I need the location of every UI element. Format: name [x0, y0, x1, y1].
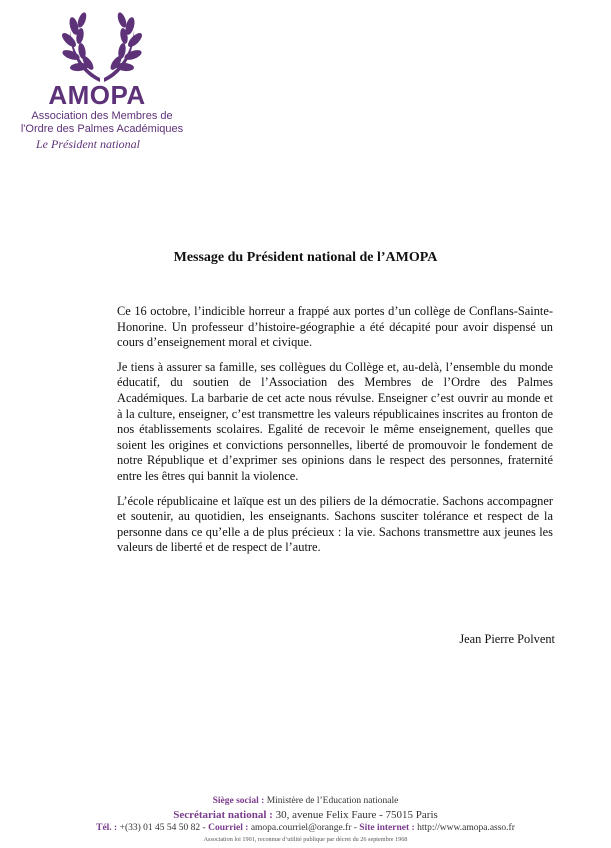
signature: Jean Pierre Polvent	[459, 632, 555, 646]
paragraph: Je tiens à assurer sa famille, ses collègues du Collège et, au-delà, l’ensemble du monde éducatif, du soutien de l’Association des Membres de l’Ordre des Palmes Académiques. La barbarie de cet acte nous révulse. Enseigner c’est ouvrir au monde et à la culture, enseigner, c’est transmettre les valeurs républicaines inscrites au fronton de nos établissements scolaires. Egalité de recevoir le même enseignement, quelles que soient les origines et convictions personnelles, liberté de promouvoir le fondement de notre République et d’exprimer ses opinions dans le respect des personnes, fraternité entre les êtres qui bannit la violence.	[117, 359, 553, 483]
footer	[0, 795, 611, 845]
footer-legal: Association loi 1901, reconnue d’utilité publique par décret du 26 septembre 1968	[203, 836, 408, 843]
paragraph: Ce 16 octobre, l’indicible horreur a frappé aux portes d’un collège de Conflans-Sainte-Honorine. Un professeur d’histoire-géographie a été décapité pour avoir dispensé un cours d’enseignement moral et civique.	[117, 304, 553, 350]
president-label: Le Président national	[36, 137, 140, 151]
document-title: Message du Président national de l’AMOPA	[173, 250, 438, 265]
footer-secretariat	[0, 808, 611, 822]
courriel-label: Courriel :	[208, 823, 249, 833]
site-label: Site internet :	[359, 823, 415, 833]
footer-contacts: Tél. : +(33) 01 45 54 50 82 - Courriel : amopa.courriel@orange.fr - Site internet : http://www.amopa.asso.fr	[96, 823, 515, 833]
logo-text: AMOPA	[48, 80, 146, 110]
tel-value: +(33) 01 45 54 50 82	[119, 823, 201, 833]
tel-label: Tél. :	[96, 823, 118, 833]
paragraph: L’école républicaine et laïque est un des piliers de la démocratie. Sachons accompagner et soutenir, au quotidien, les enseignants. Sachons susciter tolérance et respect de la personne dans ce qu’elle a de plus précieux : la vie. Sachons transmettre aux jeunes les valeurs de liberté et de respect de l’autre.	[117, 493, 553, 555]
laurel-wreath-icon	[60, 8, 144, 84]
footer-siege	[0, 795, 611, 808]
siege-label: Siège social :	[212, 796, 265, 806]
courriel-value[interactable]: amopa.courriel@orange.fr	[250, 823, 352, 833]
secretariat-value: 30, avenue Felix Faure - 75015 Paris	[275, 809, 438, 821]
association-name	[16, 110, 188, 136]
site-link[interactable]: http://www.amopa.asso.fr	[417, 823, 515, 833]
siege-value: Ministère de l’Education nationale	[266, 796, 399, 806]
message-body	[117, 304, 553, 565]
association-line-1: Association des Membres de	[31, 110, 173, 122]
association-line-2: l'Ordre des Palmes Académiques	[20, 123, 184, 135]
secretariat-label: Secrétariat national :	[173, 809, 273, 821]
